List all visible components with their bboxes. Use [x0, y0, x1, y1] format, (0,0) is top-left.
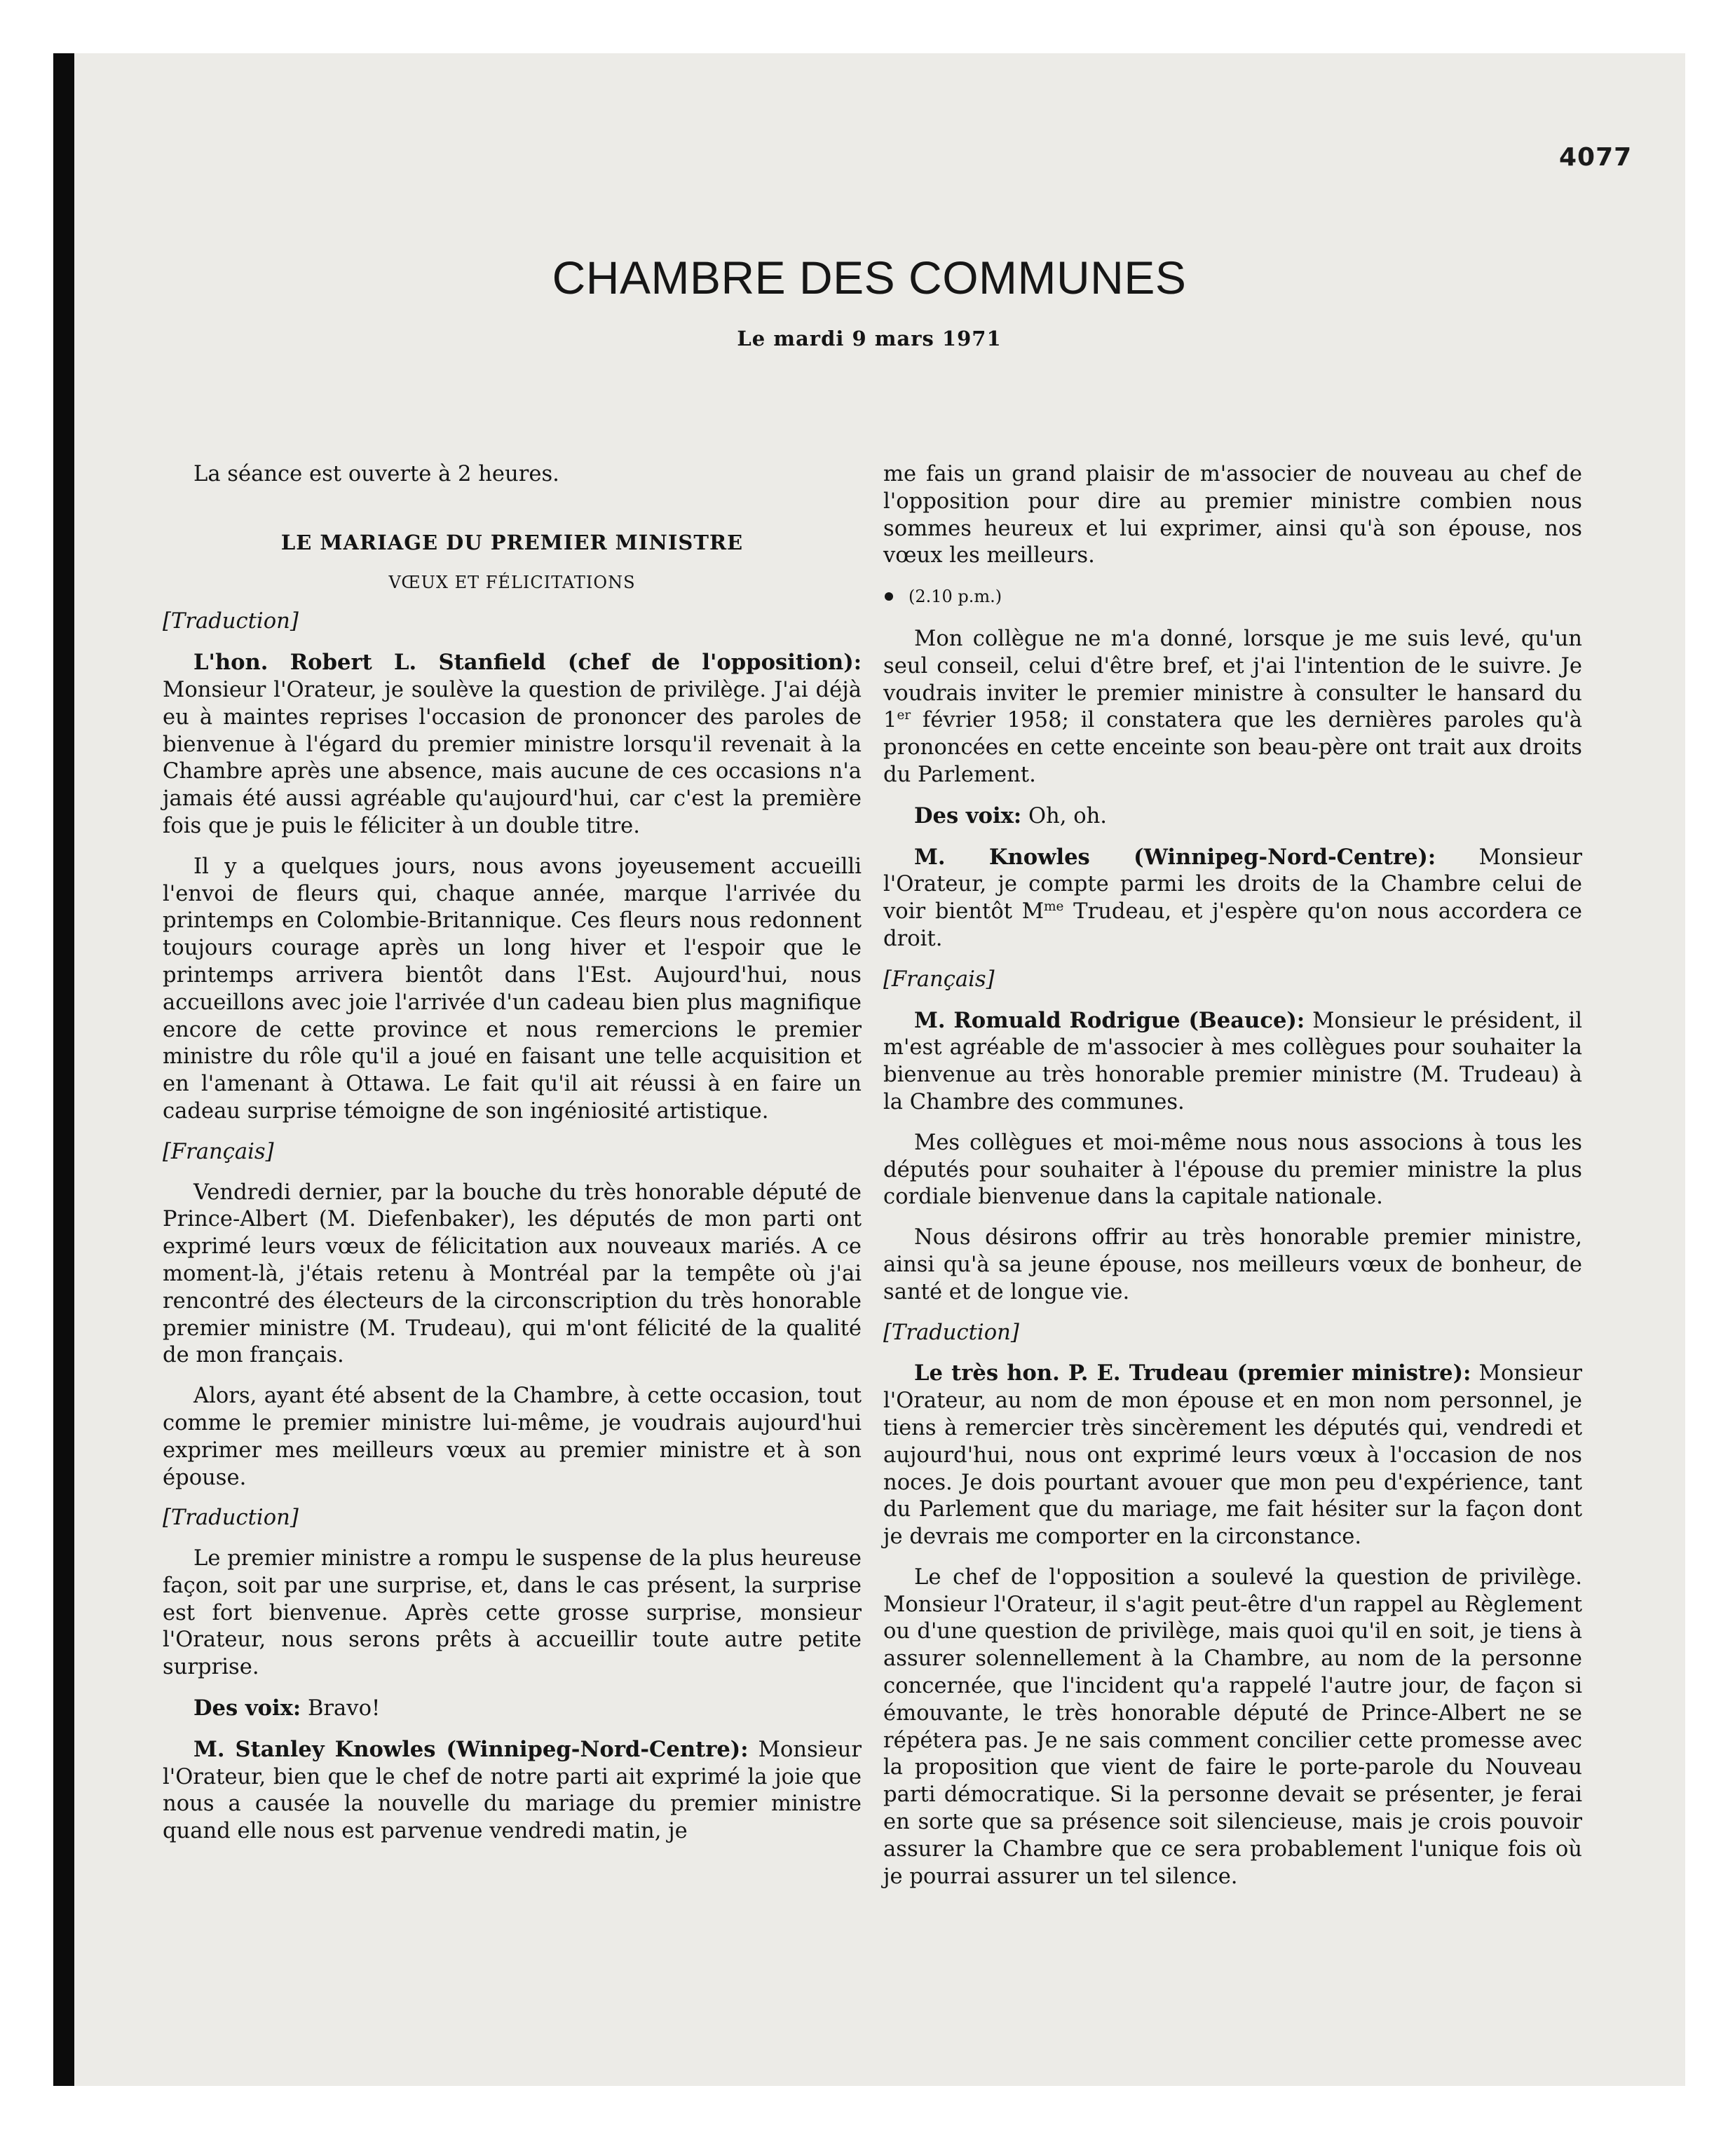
- time-stamp-text: (2.10 p.m.): [909, 587, 1002, 607]
- language-note: [Traduction]: [163, 609, 299, 634]
- speech-paragraph: [883, 803, 1582, 831]
- speech-text: Monsieur le président, il m'est agréable de m'associer à mes collègues pour souhaiter la bienvenue au très honorable premier ministre (M. Trudeau) à la Chambre des communes.: [883, 1008, 1582, 1114]
- speech-paragraph: me fais un grand plaisir de m'associer de nouveau au chef de l'opposition pour dire au premier ministre combien nous sommes heureux et lui exprimer, ainsi qu'à son épouse, nos vœux les meilleurs.: [883, 462, 1582, 568]
- speech-paragraph: [163, 649, 862, 840]
- speech-paragraph: Il y a quelques jours, nous avons joyeusement accueilli l'envoi de fleurs qui, chaque année, marque l'arrivée du printemps en Colombie-Britannique. Ces fleurs nous redonnent toujours courage après un long hiver et l'espoir que le printemps arrivera bientôt dans l'Est. Aujourd'hui, nous accueillons avec joie l'arrivée d'un cadeau bien plus magnifique encore de cette province et nous remercions le premier ministre du rôle qu'il a joué en faisant une telle acquisition et en l'amenant à Ottawa. Le fait qu'il ait réussi à en faire un cadeau surprise témoigne de son ingéniosité artistique.: [163, 854, 862, 1124]
- section-heading: LE MARIAGE DU PREMIER MINISTRE: [280, 530, 744, 554]
- bullet-icon: [885, 592, 893, 601]
- language-note: [Traduction]: [163, 1506, 299, 1531]
- speech-paragraph: [883, 626, 1582, 789]
- page-number: 4077: [1559, 143, 1633, 172]
- speaker-name: M. Stanley Knowles (Winnipeg-Nord-Centre):: [193, 1736, 749, 1762]
- speech-paragraph: Mes collègues et moi-même nous nous associons à tous les députés pour souhaiter à l'épouse du premier ministre la plus cordiale bienvenue dans la capitale nationale.: [883, 1130, 1582, 1210]
- sitting-date: Le mardi 9 mars 1971: [737, 327, 1002, 350]
- speech-paragraph: [883, 1360, 1582, 1551]
- scan-edge-bar: [53, 53, 74, 2086]
- speaker-name: Des voix:: [193, 1696, 301, 1721]
- speech-paragraph: [163, 1736, 862, 1845]
- language-note: [Français]: [883, 967, 995, 992]
- right-column: [883, 461, 1582, 1904]
- speech-paragraph: Vendredi dernier, par la bouche du très honorable député de Prince-Albert (M. Diefenbaker), les députés de mon parti ont exprimé leurs vœux de félicitation aux nouveaux mariés. A ce moment-là, j'étais retenu à Montréal par la tempête où j'ai rencontré des électeurs de la circonscription du très honorable premier ministre (M. Trudeau), qui m'ont félicité de la qualité de mon français.: [163, 1180, 862, 1368]
- speaker-name: L'hon. Robert L. Stanfield (chef de l'opposition):: [193, 650, 862, 676]
- speech-paragraph: Alors, ayant été absent de la Chambre, à cette occasion, tout comme le premier ministre lui-même, je voudrais aujourd'hui exprimer mes meilleurs vœux au premier ministre et à son épouse.: [163, 1384, 862, 1490]
- speech-paragraph: Nous désirons offrir au très honorable premier ministre, ainsi qu'à sa jeune épouse, nos meilleurs vœux de bonheur, de santé et de longue vie.: [883, 1225, 1582, 1304]
- speech-paragraph: [163, 1695, 862, 1723]
- left-column: [163, 461, 862, 1859]
- speaker-name: Des voix:: [914, 803, 1022, 828]
- speech-text: Oh, oh.: [1028, 803, 1108, 828]
- speech-text: Monsieur l'Orateur, je soulève la question de privilège. J'ai déjà eu à maintes reprises l'occasion de prononcer des paroles de bienvenue à l'égard du premier ministre lorsqu'il revenait à la Chambre après une absence, mais aucune de ces occasions n'a jamais été aussi agréable qu'aujourd'hui, car c'est la première fois que je puis le féliciter à un double titre.: [163, 677, 862, 838]
- language-note: [Français]: [163, 1139, 274, 1164]
- page-title: CHAMBRE DES COMMUNES: [552, 252, 1187, 303]
- speech-text: Bravo!: [307, 1696, 381, 1721]
- speaker-name: M. Romuald Rodrigue (Beauce):: [914, 1007, 1305, 1033]
- speaker-name: M. Knowles (Winnipeg-Nord-Centre):: [914, 844, 1436, 870]
- speech-paragraph: Le chef de l'opposition a soulevé la question de privilège. Monsieur l'Orateur, il s'agit peut-être d'un rappel au Règlement ou d'une question de privilège, mais quoi qu'il en soit, je tiens à assurer solennellement à la Chambre, au nom de la personne concernée, que l'incident qu'a rappelé l'autre jour, de façon si émouvante, le très honorable député de Prince-Albert ne se répétera pas. Je ne sais comment concilier cette promesse avec la proposition que vient de faire le porte-parole du Nouveau parti démocratique. Si la personne devait se présenter, je ferai en sorte que sa présence soit silencieuse, mais je crois pouvoir assurer la Chambre que ce sera probablement l'unique fois où je pourrai assurer un tel silence.: [883, 1564, 1582, 1889]
- speech-paragraph: [883, 844, 1582, 953]
- scanned-page: [53, 53, 1685, 2086]
- superscript: me: [1044, 899, 1064, 914]
- speaker-name: Le très hon. P. E. Trudeau (premier ministre):: [914, 1360, 1471, 1386]
- time-stamp: [883, 583, 1582, 610]
- language-note: [Traduction]: [883, 1320, 1019, 1345]
- section-subheading: VŒUX ET FÉLICITATIONS: [388, 572, 636, 592]
- speech-text: Monsieur l'Orateur, bien que le chef de notre parti ait exprimé la joie que nous a causée la nouvelle du mariage du premier ministre quand elle nous est parvenue vendredi matin, je: [163, 1737, 862, 1844]
- superscript: er: [897, 708, 911, 723]
- speech-paragraph: [883, 1007, 1582, 1117]
- speech-text: Mon collègue ne m'a donné, lorsque je me suis levé, qu'un seul conseil, celui d'être bref, et j'ai l'intention de le suivre. Je voudrais inviter le premier ministre à consulter le hansard du 1: [883, 626, 1582, 733]
- opening-line: La séance est ouverte à 2 heures.: [193, 462, 559, 486]
- speech-paragraph: Le premier ministre a rompu le suspense de la plus heureuse façon, soit par une surprise, et, dans le cas présent, la surprise est fort bienvenue. Après cette grosse surprise, monsieur l'Orateur, nous serons prêts à accueillir toute autre petite surprise.: [163, 1546, 862, 1680]
- speech-text: Monsieur l'Orateur, je compte parmi les droits de la Chambre celui de voir bientôt M: [883, 845, 1583, 925]
- speech-text: février 1958; il constatera que les dernières paroles qu'à prononcées en cette enceinte son beau-père ont trait aux droits du Parlement.: [883, 708, 1582, 787]
- speech-text: Trudeau, et j'espère qu'on nous accordera ce droit.: [883, 899, 1582, 951]
- speech-text: Monsieur l'Orateur, au nom de mon épouse et en mon nom personnel, je tiens à remercier très sincèrement les députés qui, vendredi et aujourd'hui, nous ont exprimé leurs vœux à l'occasion de nos noces. Je dois pourtant avouer que mon peu d'expérience, tant du Parlement que du mariage, me fait hésiter sur la façon dont je devrais me comporter en la circonstance.: [883, 1361, 1582, 1550]
